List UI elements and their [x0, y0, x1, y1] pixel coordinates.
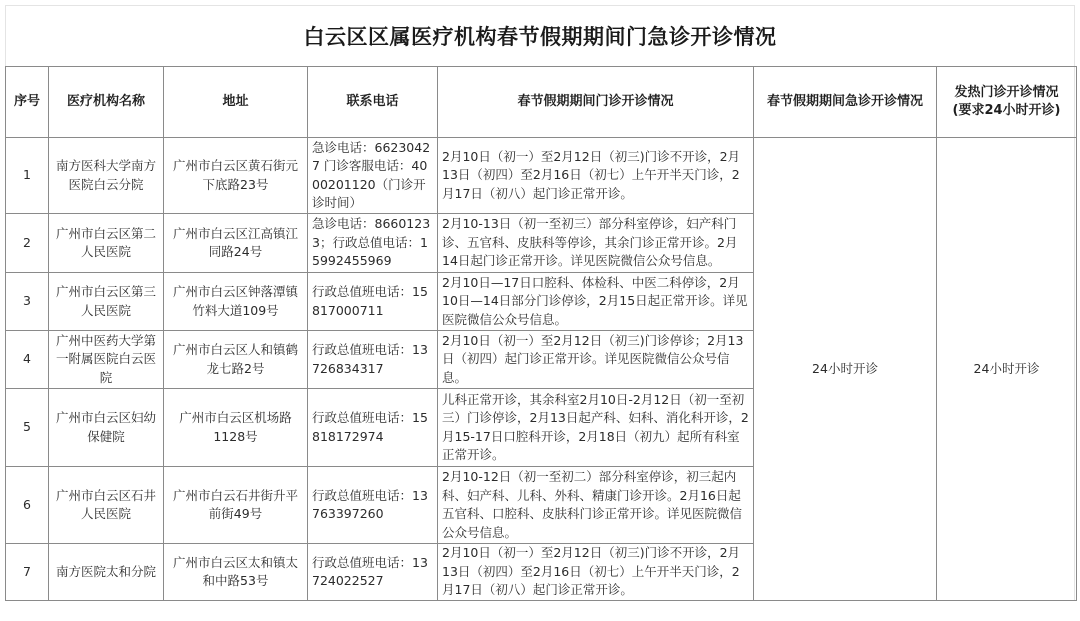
- row-address: 广州市白云区黄石街元下底路23号: [164, 138, 308, 214]
- row-seq: 5: [6, 389, 49, 467]
- row-phone: 行政总值班电话：13724022527: [308, 544, 438, 601]
- header-address: 地址: [164, 67, 308, 138]
- row-seq: 2: [6, 214, 49, 273]
- row-phone: 急诊电话：66230427 门诊客服电话：4000201120（门诊开诊时间）: [308, 138, 438, 214]
- row-outpatient-status: 2月10日（初一）至2月12日（初三)门诊不开诊，2月13日（初四）至2月16日（初七）上午开半天门诊，2月17日（初八）起门诊正常开诊。: [438, 544, 754, 601]
- row-phone: 行政总值班电话：15817000711: [308, 273, 438, 331]
- table-header-row: [6, 67, 1077, 138]
- header-fever-title: 发热门诊开诊情况: [954, 84, 1059, 100]
- row-phone: 行政总值班电话：15818172974: [308, 389, 438, 467]
- row-address: 广州市白云区钟落潭镇竹料大道109号: [164, 273, 308, 331]
- header-fever-note: (要求24小时开诊): [952, 103, 1061, 118]
- row-seq: 1: [6, 138, 49, 214]
- header-seq: 序号: [6, 67, 49, 138]
- row-outpatient-status: 2月10日（初一）至2月12日（初三)门诊不开诊，2月13日（初四）至2月16日（初七）上午开半天门诊，2月17日（初八）起门诊正常开诊。: [438, 138, 754, 214]
- row-institution-name: 南方医院太和分院: [49, 544, 164, 601]
- row-seq: 3: [6, 273, 49, 331]
- row-seq: 6: [6, 467, 49, 544]
- header-outpatient: 春节假期期间门诊开诊情况: [438, 67, 754, 138]
- table-row: [6, 138, 1077, 214]
- fever-clinic-status-merged: 24小时开诊: [937, 138, 1077, 601]
- row-institution-name: 南方医科大学南方医院白云分院: [49, 138, 164, 214]
- row-address: 广州市白云区太和镇太和中路53号: [164, 544, 308, 601]
- row-outpatient-status: 2月10日—17日口腔科、体检科、中医二科停诊，2月10日—14日部分门诊停诊，2月15日起正常开诊。详见医院微信公众号信息。: [438, 273, 754, 331]
- row-institution-name: 广州市白云区第二人民医院: [49, 214, 164, 273]
- row-institution-name: 广州市白云区石井人民医院: [49, 467, 164, 544]
- row-outpatient-status: 儿科正常开诊，其余科室2月10日-2月12日（初一至初三）门诊停诊，2月13日起产科、妇科、消化科开诊，2月15-17日口腔科开诊，2月18日（初九）起所有科室正常开诊。: [438, 389, 754, 467]
- header-name: 医疗机构名称: [49, 67, 164, 138]
- row-phone: 急诊电话：86601233；行政总值电话：15992455969: [308, 214, 438, 273]
- page-title: 白云区区属医疗机构春节假期期间门急诊开诊情况: [303, 24, 777, 49]
- row-institution-name: 广州市白云区第三人民医院: [49, 273, 164, 331]
- row-outpatient-status: 2月10日（初一）至2月12日（初三)门诊停诊；2月13日（初四）起门诊正常开诊。详见医院微信公众号信息。: [438, 331, 754, 389]
- row-address: 广州市白云石井街升平前街49号: [164, 467, 308, 544]
- row-institution-name: 广州市白云区妇幼保健院: [49, 389, 164, 467]
- row-outpatient-status: 2月10-12日（初一至初二）部分科室停诊，初三起内科、妇产科、儿科、外科、精康门诊开诊。2月16日起五官科、口腔科、皮肤科门诊正常开诊。详见医院微信公众号信息。: [438, 467, 754, 544]
- row-address: 广州市白云区江高镇江同路24号: [164, 214, 308, 273]
- row-seq: 7: [6, 544, 49, 601]
- row-institution-name: 广州中医药大学第一附属医院白云医院: [49, 331, 164, 389]
- header-fever: [937, 67, 1077, 138]
- row-seq: 4: [6, 331, 49, 389]
- row-phone: 行政总值班电话：13726834317: [308, 331, 438, 389]
- clinic-schedule-table: [5, 66, 1077, 601]
- row-address: 广州市白云区机场路1128号: [164, 389, 308, 467]
- header-phone: 联系电话: [308, 67, 438, 138]
- emergency-status-merged: 24小时开诊: [754, 138, 937, 601]
- row-outpatient-status: 2月10-13日（初一至初三）部分科室停诊，妇产科门诊、五官科、皮肤科等停诊，其余门诊正常开诊。2月14日起门诊正常开诊。详见医院微信公众号信息。: [438, 214, 754, 273]
- row-address: 广州市白云区人和镇鹤龙七路2号: [164, 331, 308, 389]
- header-emergency: 春节假期期间急诊开诊情况: [754, 67, 937, 138]
- row-phone: 行政总值班电话：13763397260: [308, 467, 438, 544]
